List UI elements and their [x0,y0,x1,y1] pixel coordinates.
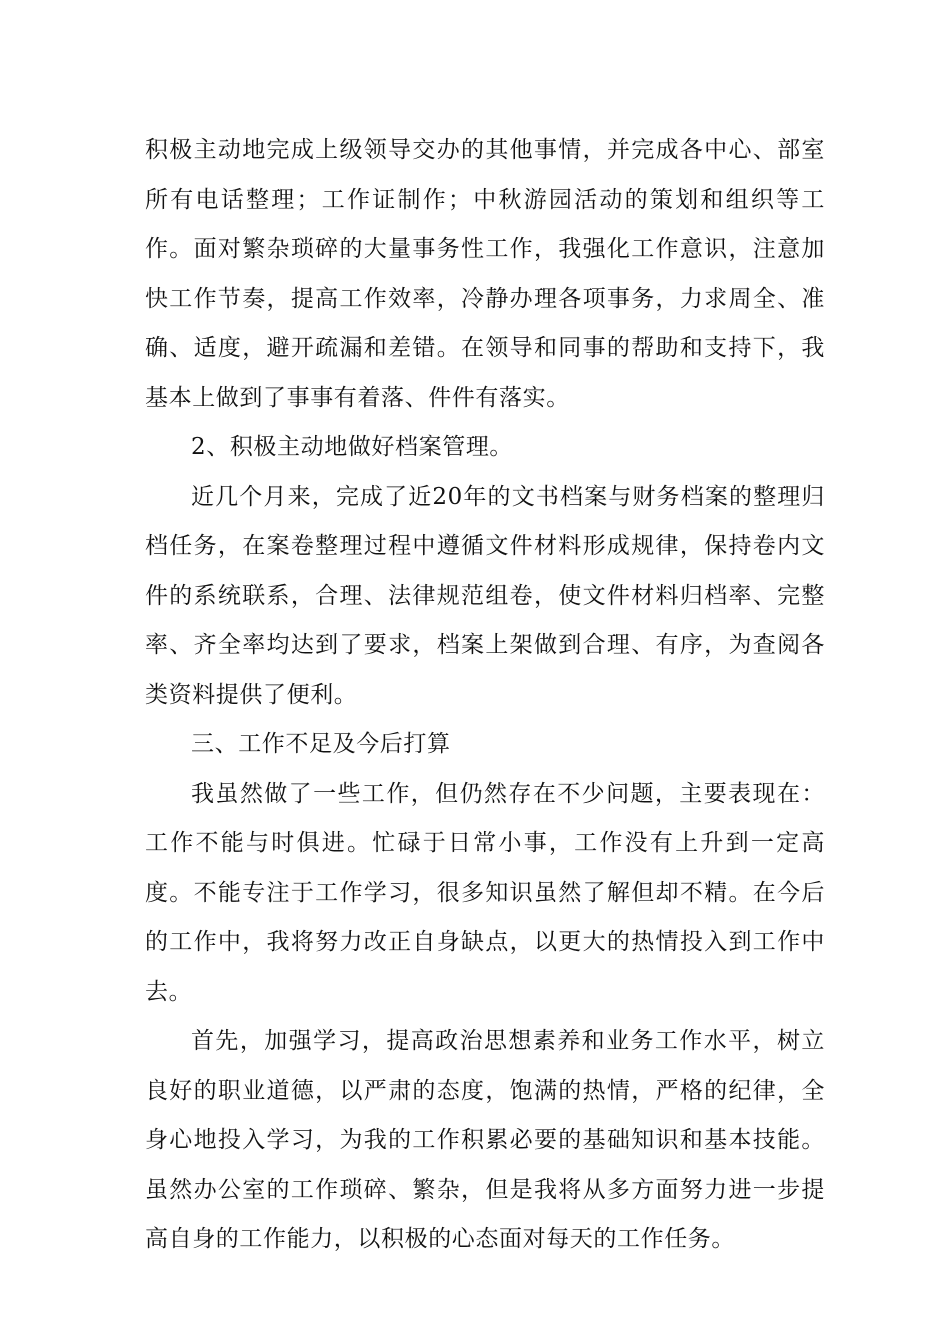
section-heading-shortcomings: 三、工作不足及今后打算 [191,731,451,757]
paragraph-problems: 我虽然做了一些工作，但仍然存在不少问题，主要表现在：工作不能与时俱进。忙碌于日常小事，工作没有上升到一定高度。不能专注于工作学习，很多知识虽然了解但却不精。在今后的工作中，我将努力改正自身缺点，以更大的热情投入到工作中去。 [145,780,825,1005]
document-body [145,126,825,1265]
paragraph-first-plan: 首先，加强学习，提高政治思想素养和业务工作水平，树立良好的职业道德，以严肃的态度，饱满的热情，严格的纪律，全身心地投入学习，为我的工作积累必要的基础知识和基本技能。虽然办公室的工作琐碎、繁杂，但是我将从多方面努力进一步提高自身的工作能力，以积极的心态面对每天的工作任务。 [145,1028,825,1252]
paragraph-continuation: 积极主动地完成上级领导交办的其他事情，并完成各中心、部室所有电话整理；工作证制作；中秋游园活动的策划和组织等工作。面对繁杂琐碎的大量事务性工作，我强化工作意识，注意加快工作节奏，提高工作效率，冷静办理各项事务，力求周全、准确、适度，避开疏漏和差错。在领导和同事的帮助和支持下，我基本上做到了事事有着落、件件有落实。 [145,137,825,411]
subheading-archive-management: 2、积极主动地做好档案管理。 [191,434,514,460]
paragraph-archive-work: 近几个月来，完成了近20年的文书档案与财务档案的整理归档任务，在案卷整理过程中遵循文件材料形成规律，保持卷内文件的系统联系，合理、法律规范组卷，使文件材料归档率、完整率、齐全率均达到了要求，档案上架做到合理、有序，为查阅各类资料提供了便利。 [145,483,825,708]
